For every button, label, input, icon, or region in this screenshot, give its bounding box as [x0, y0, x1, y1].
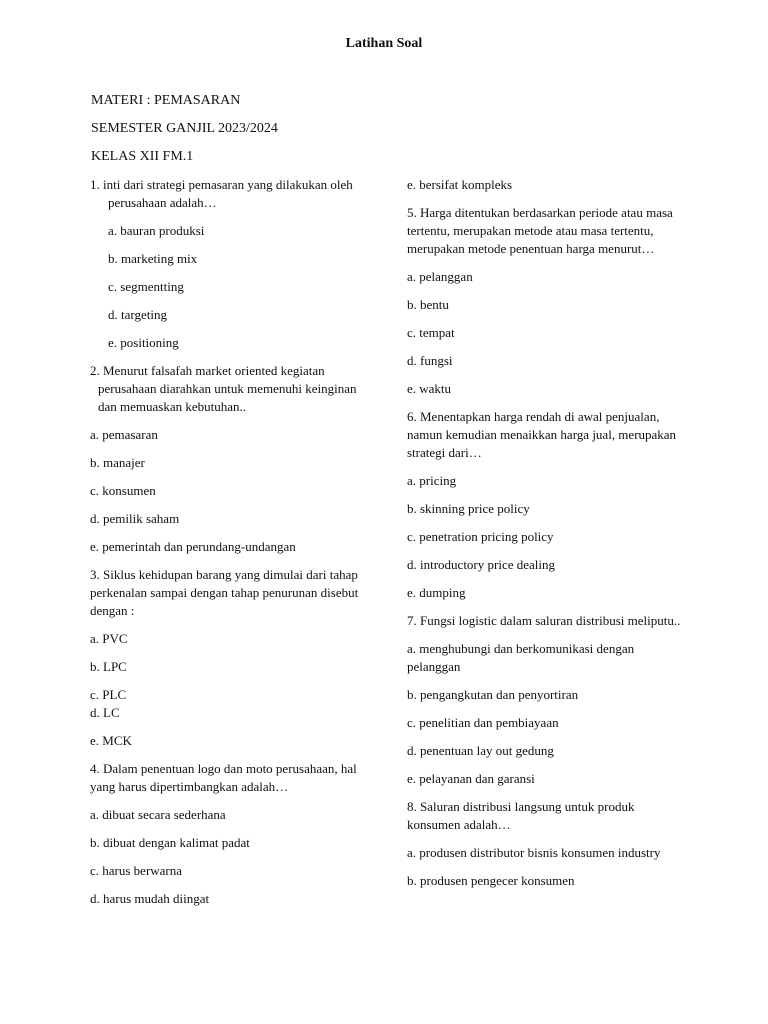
kelas-heading: KELAS XII FM.1 [91, 149, 194, 164]
option: e. pelayanan dan garansi [407, 771, 535, 786]
question-8: 8. Saluran distribusi langsung untuk produk konsumen adalah… [407, 799, 635, 832]
option: d. LC [90, 705, 120, 720]
question-6: 6. Menentapkan harga rendah di awal penjualan, namun kemudian menaikkan harga jual, merupakan strategi dari… [407, 409, 677, 460]
option: a. dibuat secara sederhana [90, 807, 226, 822]
option: a. pelanggan [407, 269, 473, 284]
materi-heading: MATERI : PEMASARAN [91, 93, 241, 108]
option: b. LPC [90, 659, 127, 674]
option: a. bauran produksi [108, 223, 205, 238]
semester-heading: SEMESTER GANJIL 2023/2024 [91, 121, 278, 136]
page-title: Latihan Soal [345, 36, 423, 51]
option: b. produsen pengecer konsumen [407, 873, 575, 888]
option: c. segmentting [108, 279, 184, 294]
option: e. pemerintah dan perundang-undangan [90, 539, 296, 554]
left-column [90, 176, 370, 918]
option: c. harus berwarna [90, 863, 183, 878]
right-column [407, 176, 687, 900]
option: d. harus mudah diingat [90, 891, 210, 906]
option: c. penelitian dan pembiayaan [407, 715, 559, 730]
option: d. penentuan lay out gedung [407, 743, 554, 758]
question-1: 1. inti dari strategi pemasaran yang dilakukan oleh perusahaan adalah… [90, 177, 353, 210]
option: e. positioning [108, 335, 179, 350]
option: c. tempat [407, 325, 455, 340]
option: c. penetration pricing policy [407, 529, 554, 544]
option: b. dibuat dengan kalimat padat [90, 835, 250, 850]
option: e. MCK [90, 733, 132, 748]
question-2: 2. Menurut falsafah market oriented kegiatan perusahaan diarahkan untuk memenuhi keinginan dan memuaskan kebutuhan.. [90, 363, 357, 414]
option: a. produsen distributor bisnis konsumen industry [407, 845, 661, 860]
option: d. pemilik saham [90, 511, 180, 526]
option: a. menghubungi dan berkomunikasi dengan pelanggan [407, 641, 635, 674]
option: a. PVC [90, 631, 128, 646]
option: e. bersifat kompleks [407, 177, 513, 192]
option: b. pengangkutan dan penyortiran [407, 687, 579, 702]
option: e. waktu [407, 381, 452, 396]
option: d. fungsi [407, 353, 453, 368]
option: e. dumping [407, 585, 466, 600]
question-3: 3. Siklus kehidupan barang yang dimulai dari tahap perkenalan sampai dengan tahap penurunan disebut dengan : [90, 567, 359, 618]
option: b. bentu [407, 297, 449, 312]
option: d. targeting [108, 307, 167, 322]
option: d. introductory price dealing [407, 557, 556, 572]
option: b. manajer [90, 455, 145, 470]
option: c. PLC [90, 687, 127, 702]
question-7: 7. Fungsi logistic dalam saluran distribusi meliputu.. [407, 613, 681, 628]
question-4: 4. Dalam penentuan logo dan moto perusahaan, hal yang harus dipertimbangkan adalah… [90, 761, 357, 794]
option: a. pricing [407, 473, 457, 488]
question-5: 5. Harga ditentukan berdasarkan periode atau masa tertentu, merupakan metode atau masa tertentu, merupakan metode penentuan harga menurut… [407, 205, 673, 256]
option: b. skinning price policy [407, 501, 530, 516]
option: a. pemasaran [90, 427, 158, 442]
option: c. konsumen [90, 483, 156, 498]
option: b. marketing mix [108, 251, 198, 266]
